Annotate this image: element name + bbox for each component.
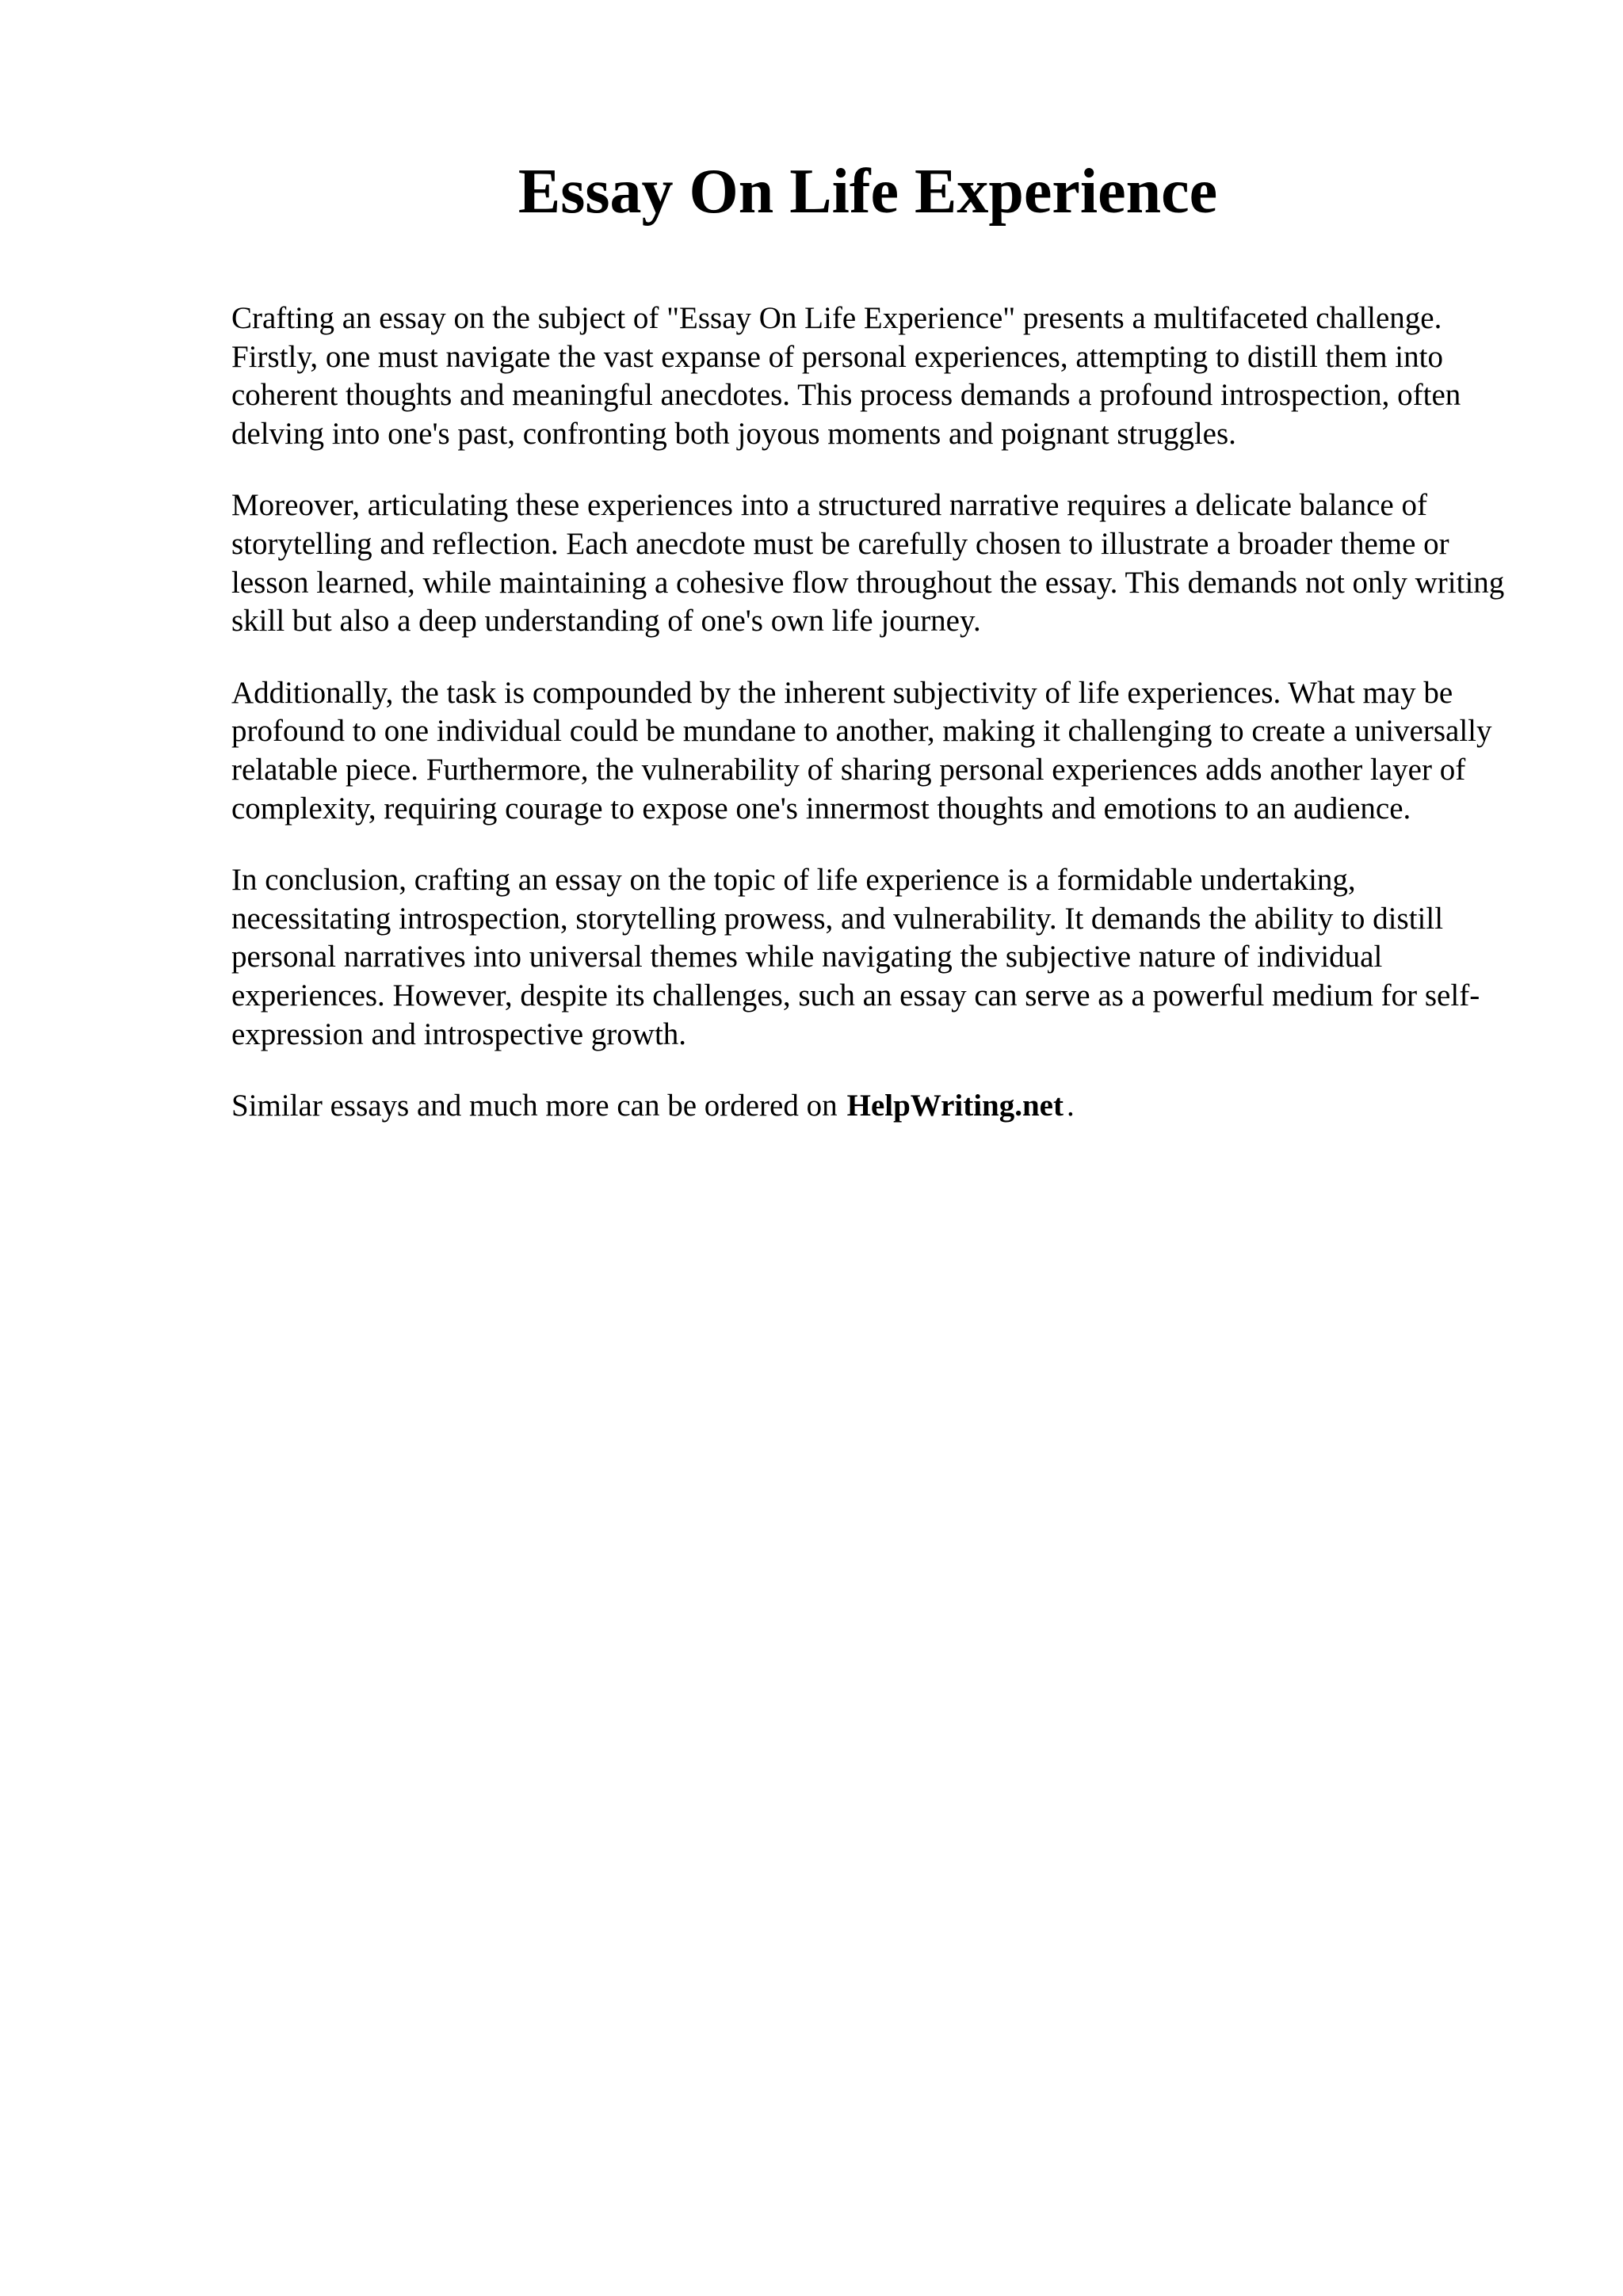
document-body [231, 299, 1515, 1126]
paragraph-2: Moreover, articulating these experiences into a structured narrative requires a delicate balance of storytelling and reflection. Each anecdote must be carefully chosen to illustrate a broader theme or lesson learned, while maintaining a cohesive flow throughout the essay. This demands not only writing skill but also a deep understanding of one's own life journey. [231, 488, 1505, 639]
paragraph-1: Crafting an essay on the subject of "Essay On Life Experience" presents a multifaceted challenge. Firstly, one must navigate the vast expanse of personal experiences, attempting to distill them into coherent thoughts and meaningful anecdotes. This process demands a profound introspection, often delving into one's past, confronting both joyous moments and poignant struggles. [231, 301, 1461, 451]
promo-line [231, 1087, 1515, 1126]
brand-link[interactable]: HelpWriting.net [846, 1089, 1064, 1123]
promo-period: . [1066, 1089, 1075, 1123]
document-title: Essay On Life Experience [517, 157, 1218, 227]
paragraph-4: In conclusion, crafting an essay on the topic of life experience is a formidable undertaking, necessitating introspection, storytelling prowess, and vulnerability. It demands the ability to distill personal narratives into universal themes while navigating the subjective nature of individual experiences. However, despite its challenges, such an essay can serve as a powerful medium for self-expression and introspective growth. [231, 863, 1480, 1051]
paragraph-3: Additionally, the task is compounded by the inherent subjectivity of life experiences. What may be profound to one individual could be mundane to another, making it challenging to create a universally relatable piece. Furthermore, the vulnerability of sharing personal experiences adds another layer of complexity, requiring courage to expose one's innermost thoughts and emotions to an audience. [231, 675, 1492, 826]
promo-text: Similar essays and much more can be ordered on [231, 1089, 838, 1123]
